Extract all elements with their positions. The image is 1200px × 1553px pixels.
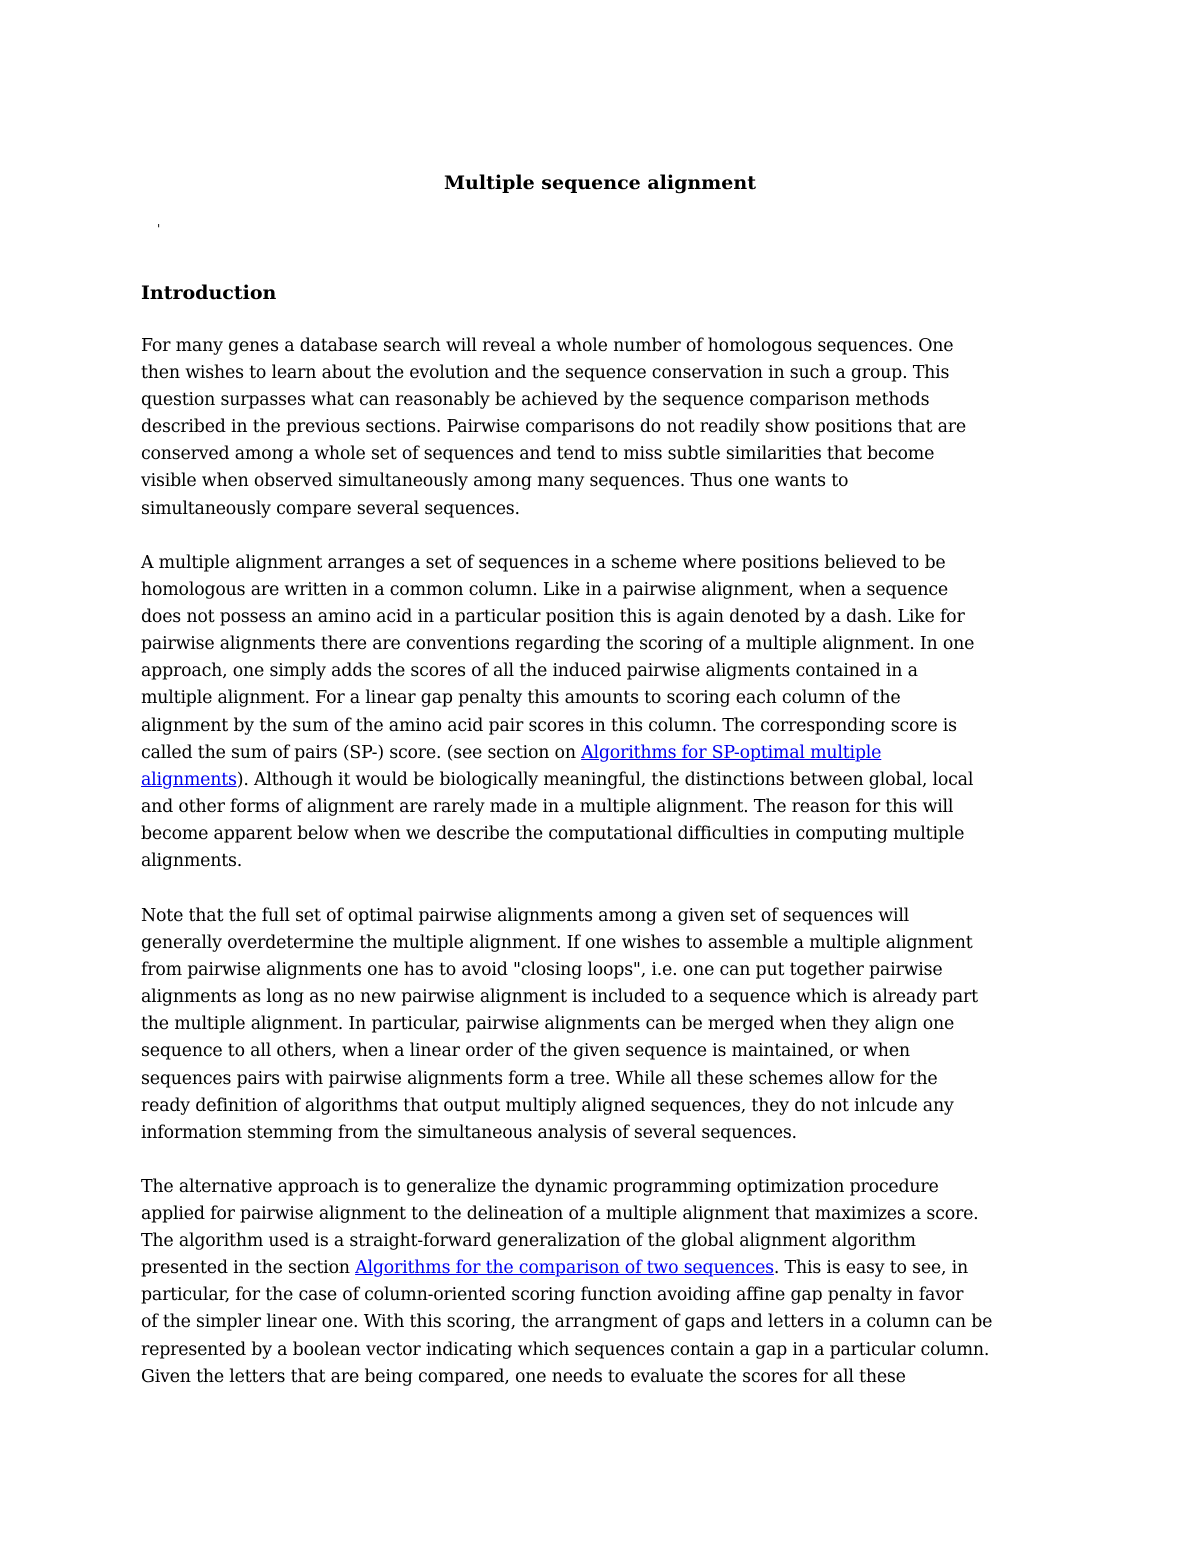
text-line: alignment by the sum of the amino acid pair scores in this column. The corresponding score is	[141, 715, 957, 736]
text-line: the multiple alignment. In particular, pairwise alignments can be merged when they align one	[141, 1014, 955, 1035]
text-fragment: called the sum of pairs (SP-) score. (see section on	[141, 742, 582, 763]
text-line: The algorithm used is a straight-forward generalization of the global alignment algorithm	[141, 1231, 916, 1252]
text-fragment: presented in the section	[141, 1258, 356, 1279]
text-line: particular, for the case of column-oriented scoring function avoiding affine gap penalty in favor	[141, 1285, 964, 1306]
text-line: information stemming from the simultaneous analysis of several sequences.	[141, 1122, 797, 1143]
text-fragment: ). Although it would be biologically meaningful, the distinctions between global, local	[236, 769, 974, 790]
paragraph-1	[141, 333, 1066, 523]
text-line: visible when observed simultaneously among many sequences. Thus one wants to	[141, 471, 849, 492]
text-line: approach, one simply adds the scores of all the induced pairwise aligments contained in a	[141, 661, 918, 682]
text-line: represented by a boolean vector indicating which sequences contain a gap in a particular column.	[141, 1339, 990, 1360]
text-line: become apparent below when we describe the computational difficulties in computing multiple	[141, 823, 965, 844]
text-line: does not possess an amino acid in a particular position this is again denoted by a dash. Like for	[141, 607, 965, 628]
text-line: of the simpler linear one. With this scoring, the arrangment of gaps and letters in a column can be	[141, 1312, 993, 1333]
stray-mark: '	[157, 222, 161, 236]
text-line: described in the previous sections. Pairwise comparisons do not readily show positions that are	[141, 417, 966, 438]
text-fragment: . This is easy to see, in	[773, 1258, 969, 1279]
link-comparison-two-sequences[interactable]: Algorithms for the comparison of two sequences	[355, 1258, 774, 1279]
text-line: sequences pairs with pairwise alignments form a tree. While all these schemes allow for the	[141, 1068, 938, 1089]
paragraph-3	[141, 903, 1066, 1147]
text-line	[141, 767, 1066, 794]
text-line	[141, 1255, 1066, 1282]
text-line: For many genes a database search will reveal a whole number of homologous sequences. One	[141, 336, 954, 356]
text-line: homologous are written in a common column. Like in a pairwise alignment, when a sequence	[141, 580, 949, 601]
text-line: A multiple alignment arranges a set of sequences in a scheme where positions believed to be	[141, 553, 946, 573]
link-sp-optimal-alignments-continued[interactable]: alignments	[141, 769, 237, 790]
text-line: applied for pairwise alignment to the delineation of a multiple alignment that maximizes a score.	[141, 1204, 979, 1225]
text-line	[141, 740, 1066, 767]
text-line: alignments as long as no new pairwise alignment is included to a sequence which is already part	[141, 987, 978, 1008]
link-sp-optimal-alignments[interactable]: Algorithms for SP-optimal multiple	[581, 742, 882, 763]
text-line: alignments.	[141, 851, 243, 872]
text-line: pairwise alignments there are conventions regarding the scoring of a multiple alignment. In one	[141, 634, 975, 655]
paragraph-4	[141, 1174, 1066, 1391]
text-line: The alternative approach is to generalize the dynamic programming optimization procedure	[141, 1177, 939, 1197]
text-line: question surpasses what can reasonably be achieved by the sequence comparison methods	[141, 390, 930, 411]
text-line: Note that the full set of optimal pairwise alignments among a given set of sequences will	[141, 906, 910, 926]
text-line: from pairwise alignments one has to avoid "closing loops", i.e. one can put together pairwise	[141, 960, 943, 981]
document-title: Multiple sequence alignment	[444, 172, 756, 194]
text-line: then wishes to learn about the evolution and the sequence conservation in such a group. This	[141, 363, 950, 384]
text-line: multiple alignment. For a linear gap penalty this amounts to scoring each column of the	[141, 688, 901, 709]
text-line: and other forms of alignment are rarely made in a multiple alignment. The reason for this will	[141, 796, 954, 817]
text-line: Given the letters that are being compared, one needs to evaluate the scores for all these	[141, 1366, 906, 1387]
text-line: generally overdetermine the multiple alignment. If one wishes to assemble a multiple alignment	[141, 933, 973, 954]
text-line: simultaneously compare several sequences.	[141, 498, 520, 519]
text-line: ready definition of algorithms that output multiply aligned sequences, they do not inlcude any	[141, 1095, 954, 1116]
text-line: sequence to all others, when a linear order of the given sequence is maintained, or when	[141, 1041, 910, 1062]
text-line: conserved among a whole set of sequences and tend to miss subtle similarities that become	[141, 444, 935, 465]
paragraph-2	[141, 550, 1066, 875]
section-heading-introduction: Introduction	[141, 282, 277, 304]
